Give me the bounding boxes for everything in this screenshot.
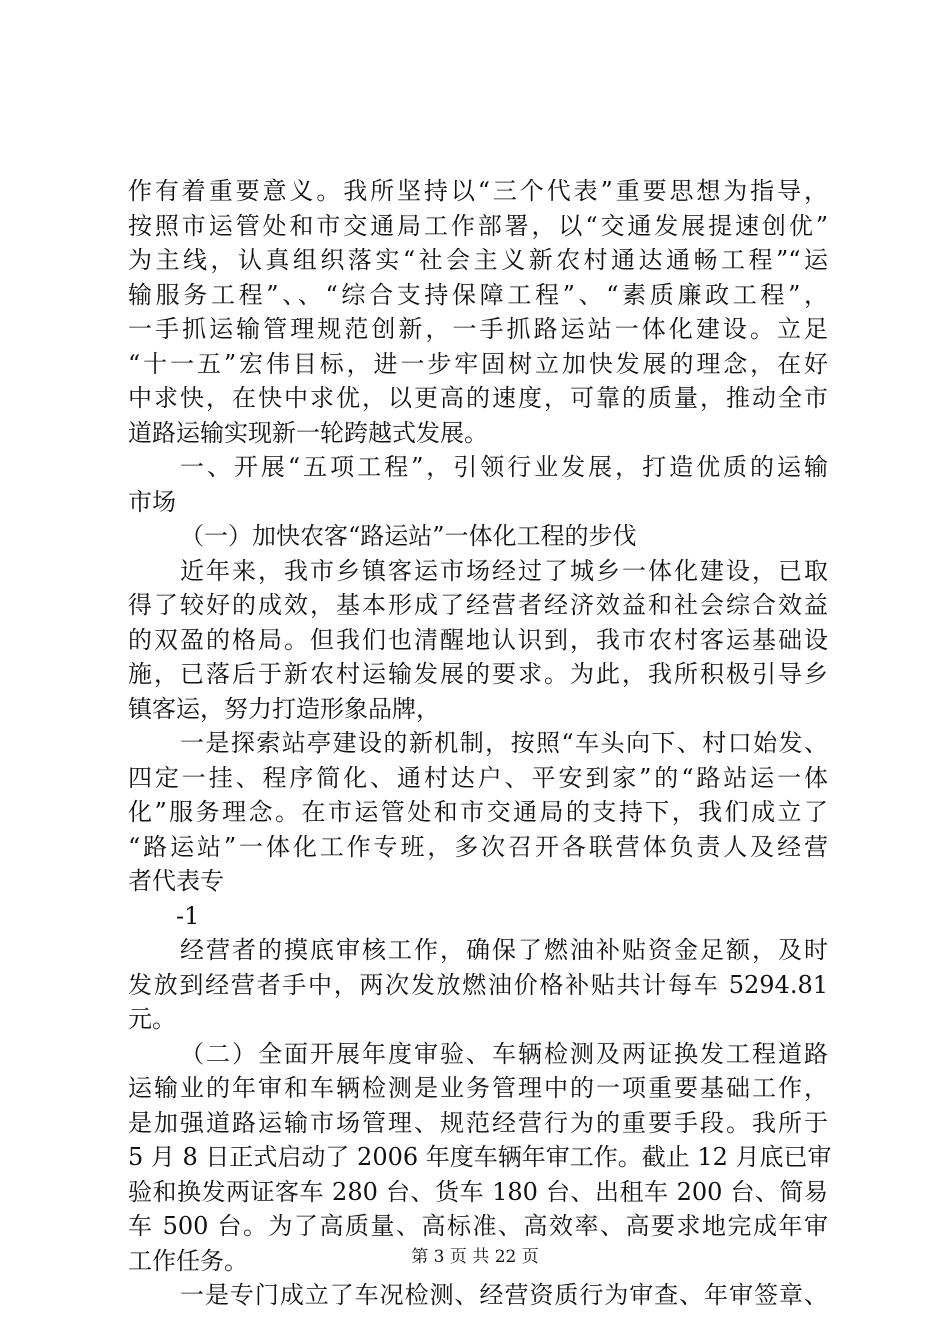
- body-line: 四定一挂、程序简化、通村达户、平安到家”的“路站运一体: [128, 763, 828, 792]
- body-line: 者代表专: [128, 867, 224, 895]
- body-line: 一是专门成立了车况检测、经营资质行为审查、年审签章、: [180, 1281, 828, 1309]
- body-line: 一手抓运输管理规范创新，一手抓路运站一体化建设。立足: [128, 315, 828, 343]
- body-line: 5 月 8 日正式启动了 2006 年度车辆年审工作。截止 12 月底已审: [128, 1143, 832, 1171]
- body-line: 经营者的摸底审核工作，确保了燃油补贴资金足额，及时: [180, 936, 828, 964]
- section-heading: 一、开展“五项工程”，引领行业发展，打造优质的运输: [180, 453, 828, 481]
- body-line: 中求快，在快中求优，以更高的速度，可靠的质量，推动全市: [128, 384, 828, 412]
- subsection-heading: （二）全面开展年度审验、车辆检测及两证换发工程道路: [180, 1039, 828, 1068]
- page-footer: 第 3 页 共 22 页: [411, 1247, 539, 1267]
- inline-page-marker: -1: [176, 901, 200, 930]
- body-line: 一是探索站亭建设的新机制，按照“车头向下、村口始发、: [180, 729, 828, 757]
- body-line: “十一五”宏伟目标，进一步牢固树立加快发展的理念，在好: [128, 349, 828, 378]
- subsection-heading: （一）加快农客“路运站”一体化工程的步伐: [180, 522, 637, 550]
- body-line: 得了较好的成效，基本形成了经营者经济效益和社会综合效益: [128, 591, 828, 619]
- body-line: 输服务工程”、、“综合支持保障工程”、“素质廉政工程”，: [128, 280, 828, 309]
- body-line: 工作任务。: [128, 1246, 248, 1275]
- document-body: [128, 174, 832, 1313]
- body-line: 施，已落后于新农村运输发展的要求。为此，我所积极引导乡: [128, 660, 828, 688]
- body-line: 化”服务理念。在市运管处和市交通局的支持下，我们成立了: [128, 798, 828, 826]
- body-line: 作有着重要意义。我所坚持以“三个代表”重要思想为指导，: [128, 177, 828, 205]
- body-line: 镇客运，努力打造形象品牌，: [128, 694, 440, 723]
- body-line: 发放到经营者手中，两次发放燃油价格补贴共计每车 5294.81: [128, 970, 828, 999]
- body-line: 为主线，认真组织落实“社会主义新农村通达通畅工程”“运: [128, 246, 828, 274]
- body-line: 近年来，我市乡镇客运市场经过了城乡一体化建设，已取: [180, 556, 828, 585]
- body-line: 按照市运管处和市交通局工作部署，以“交通发展提速创优”: [128, 211, 828, 240]
- body-line: “路运站”一体化工作专班，多次召开各联营体负责人及经营: [128, 832, 828, 861]
- body-line: 是加强道路运输市场管理、规范经营行为的重要手段。我所于: [128, 1108, 828, 1137]
- body-line: 道路运输实现新一轮跨越式发展。: [128, 418, 488, 447]
- body-line: 车 500 台。为了高质量、高标准、高效率、高要求地完成年审: [128, 1212, 828, 1240]
- body-line: 运输业的年审和车辆检测是业务管理中的一项重要基础工作，: [128, 1074, 828, 1102]
- body-line: 的双盈的格局。但我们也清醒地认识到，我市农村客运基础设: [128, 625, 828, 654]
- section-heading: 市场: [128, 487, 176, 516]
- body-line: 验和换发两证客车 280 台、货车 180 台、出租车 200 台、简易: [128, 1177, 828, 1206]
- body-line: 元。: [128, 1005, 176, 1033]
